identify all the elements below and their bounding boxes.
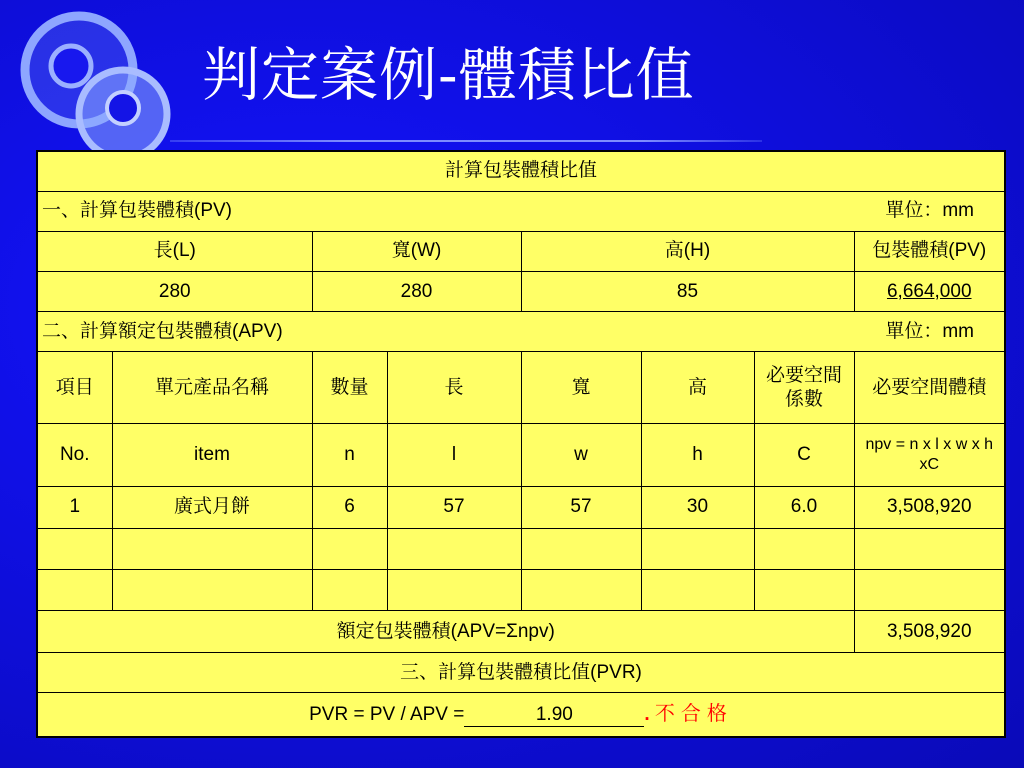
pvr-formula: PVR = PV / APV = (309, 704, 465, 726)
apv-cell: 6 (312, 486, 387, 528)
apv-header-space-factor: 必要空間係數 (754, 352, 854, 424)
pv-header-volume: 包裝體積(PV) (854, 231, 1005, 271)
apv-header-space-volume: 必要空間體積 (854, 352, 1005, 424)
table-row (37, 486, 1005, 528)
apv-header-quantity: 數量 (312, 352, 387, 424)
apv-cell: 1 (37, 486, 112, 528)
apv-cell (312, 569, 387, 610)
section-2-label: 二、計算額定包裝體積(APV) (42, 320, 283, 342)
apv-cell (641, 569, 754, 610)
apv-header-height: 高 (641, 352, 754, 424)
apv-cell: 57 (521, 486, 641, 528)
apv-symbol-row (37, 424, 1005, 486)
apv-cell: 6.0 (754, 486, 854, 528)
pvr-verdict: 不合格 (654, 703, 733, 726)
apv-cell: 57 (387, 486, 521, 528)
volume-ratio-table (36, 150, 1006, 738)
section-2-row (37, 312, 1005, 352)
apv-header-product-name: 單元產品名稱 (112, 352, 312, 424)
apv-cell (37, 528, 112, 569)
slide-title: 判定案例-體積比值 (202, 41, 695, 109)
pv-value-width: 280 (312, 271, 521, 311)
apv-symbol-npv-formula: npv = n x l x w x h xC (854, 424, 1005, 486)
apv-cell (521, 569, 641, 610)
table-caption: 計算包裝體積比值 (37, 151, 1005, 191)
apv-cell (387, 528, 521, 569)
apv-symbol-h: h (641, 424, 754, 486)
pv-header-width: 寬(W) (312, 231, 521, 271)
verdict-dot: . (644, 704, 650, 726)
pv-value-height: 85 (521, 271, 854, 311)
pvr-value: 1.90 (464, 705, 644, 727)
apv-cell (37, 569, 112, 610)
pv-value-length: 280 (37, 271, 312, 311)
apv-cell (754, 528, 854, 569)
apv-cell (387, 569, 521, 610)
apv-cell (754, 569, 854, 610)
section-3-row (37, 653, 1005, 693)
apv-total-value: 3,508,920 (854, 610, 1005, 652)
apv-header-item: 項目 (37, 352, 112, 424)
table-row (37, 569, 1005, 610)
apv-symbol-item: item (112, 424, 312, 486)
section-1-unit: 單位：mm (885, 200, 975, 222)
apv-cell (112, 569, 312, 610)
pv-value-row (37, 271, 1005, 311)
pv-header-height: 高(H) (521, 231, 854, 271)
apv-header-row (37, 352, 1005, 424)
apv-cell (312, 528, 387, 569)
apv-symbol-no: No. (37, 424, 112, 486)
section-3-label: 三、計算包裝體積比值(PVR) (37, 653, 1005, 693)
apv-header-length: 長 (387, 352, 521, 424)
apv-symbol-n: n (312, 424, 387, 486)
apv-symbol-c: C (754, 424, 854, 486)
apv-symbol-l: l (387, 424, 521, 486)
section-1-label: 一、計算包裝體積(PV) (42, 200, 233, 222)
table-row (37, 528, 1005, 569)
apv-total-row (37, 610, 1005, 652)
pv-value-volume: 6,664,000 (886, 280, 972, 302)
apv-cell (854, 528, 1005, 569)
section-1-row (37, 191, 1005, 231)
apv-cell: 廣式月餅 (112, 486, 312, 528)
apv-cell (854, 569, 1005, 610)
apv-cell (112, 528, 312, 569)
apv-total-label: 額定包裝體積(APV=Σnpv) (37, 610, 854, 652)
apv-cell (521, 528, 641, 569)
table-caption-row (37, 151, 1005, 191)
apv-header-width: 寬 (521, 352, 641, 424)
decorative-rings-logo (15, 8, 195, 168)
pv-header-length: 長(L) (37, 231, 312, 271)
apv-symbol-w: w (521, 424, 641, 486)
apv-cell (641, 528, 754, 569)
apv-cell: 3,508,920 (854, 486, 1005, 528)
apv-cell: 30 (641, 486, 754, 528)
title-underline (170, 140, 762, 142)
pvr-row (37, 693, 1005, 737)
pv-header-row (37, 231, 1005, 271)
section-2-unit: 單位：mm (885, 320, 975, 342)
